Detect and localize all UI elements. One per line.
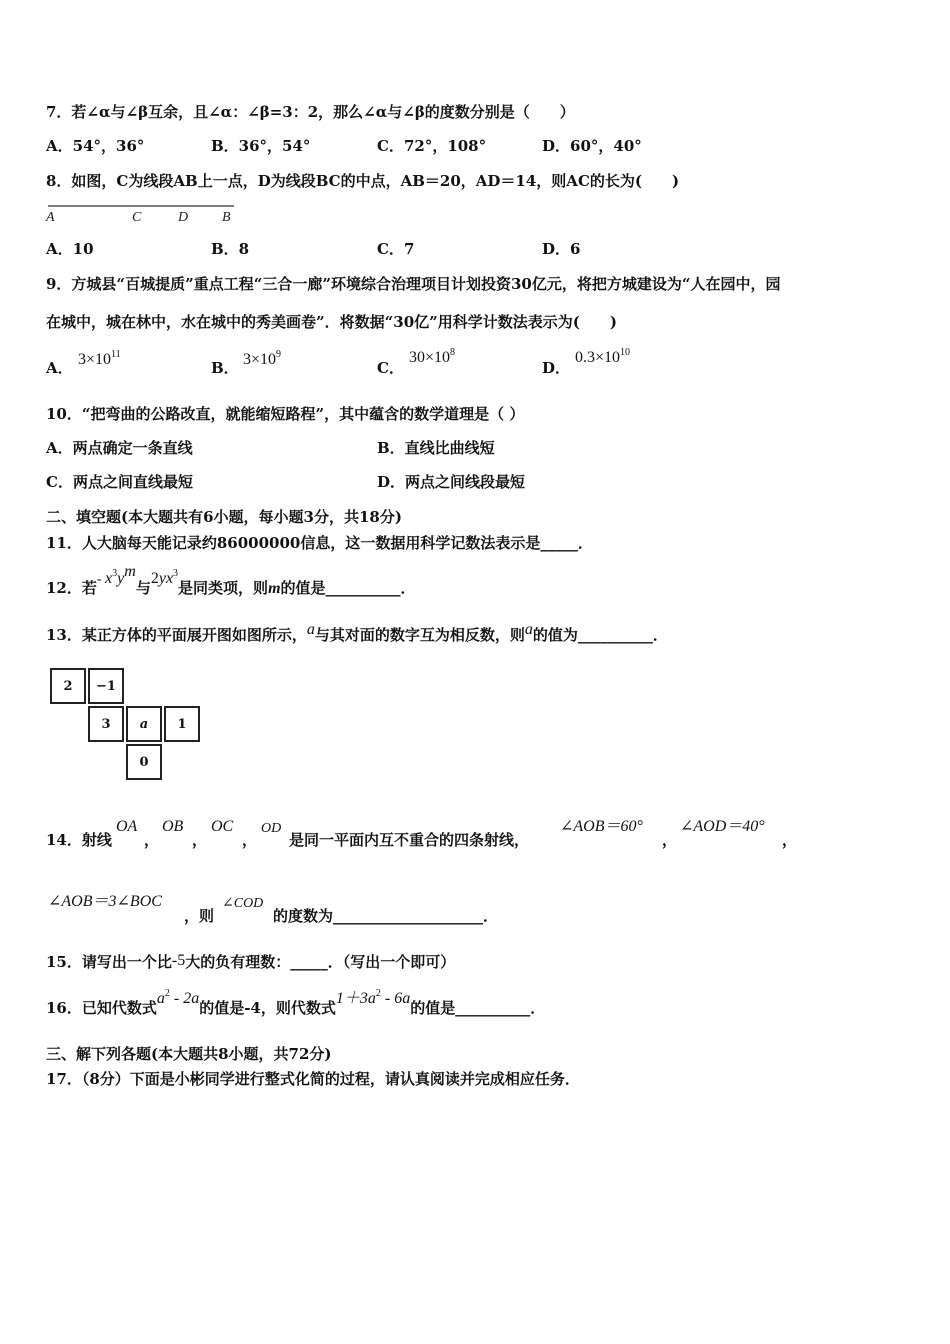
q12-suffix-a: 是同类项，则 <box>178 579 269 597</box>
q12-term2: $2yx^3$ <box>150 568 179 587</box>
q16-line <box>46 988 546 1019</box>
q14-prefix: 14．射线 <box>46 831 112 849</box>
q14-then: ，则 <box>184 907 215 925</box>
q16-mid: 的值是-4，则代数式 <box>199 999 336 1017</box>
q16-prefix: 16．已知代数式 <box>46 999 157 1017</box>
point-b-label: B <box>222 210 231 225</box>
q15-line <box>46 952 455 973</box>
q10-option-d: D．两点之间线段最短 <box>377 473 526 491</box>
q12-var-m: m <box>268 580 281 597</box>
q8-option-b: B．8 <box>211 240 250 258</box>
net-cell-3: 3 <box>88 706 124 742</box>
q14-ray-ob: OB <box>162 818 184 835</box>
q8-stem: 8．如图，C为线段AB上一点，D为线段BC的中点，AB＝20，AD＝14，则AC的长为( ) <box>46 172 680 190</box>
q16-expr2: $1+3a^2 - 6a$ <box>335 988 411 1007</box>
q14-angle-cod: ∠COD <box>222 896 264 911</box>
q10-option-b: B．直线比曲线短 <box>377 439 495 457</box>
net-cell-2: 2 <box>50 668 86 704</box>
q8-option-c: C．7 <box>377 240 415 258</box>
q14-angle-aod: ∠AOD＝40° <box>680 818 765 835</box>
q14-comma-2: ， <box>192 831 208 849</box>
q7-option-b: B．36°，54° <box>211 137 311 155</box>
q12-term1: - $x^3y^m$ <box>96 563 136 587</box>
q10-option-c: C．两点之间直线最短 <box>46 473 193 491</box>
q13-var-a-2: a <box>524 621 533 638</box>
q12-suffix-b: 的值是__________． <box>280 579 416 597</box>
q9-option-d-label: D． <box>542 359 571 377</box>
point-d-label: D <box>178 210 189 225</box>
q14-ray-oc: OC <box>211 818 234 835</box>
q14-angle-aob: ∠AOB＝60° <box>560 818 643 835</box>
q7-option-c: C．72°，108° <box>377 137 487 155</box>
q9-stem-line2: 在城中，城在林中，水在城中的秀美画卷”．将数据“30亿”用科学计数法表示为( ) <box>46 313 617 331</box>
q14-comma-1: ， <box>144 831 160 849</box>
q9-option-c-label: C． <box>377 359 404 377</box>
q13-var-a: a <box>306 621 315 638</box>
q12-prefix: 12．若 <box>46 579 97 597</box>
q14-ray-oa: OA <box>116 818 138 835</box>
q9-option-d-value: $0.3\times 10^{10}$ <box>575 347 631 366</box>
point-c-label: C <box>132 210 142 225</box>
q17-text: 17．（8分）下面是小彬同学进行整式化简的过程，请认真阅读并完成相应任务． <box>46 1070 580 1088</box>
q8-option-a: A．10 <box>46 240 94 258</box>
q9-option-a-value: $3\times 10^{11}$ <box>78 349 121 368</box>
net-cell-1: 1 <box>164 706 200 742</box>
q7-stem: 7．若∠α与∠β互余，且∠α：∠β=3：2，那么∠α与∠β的度数分别是（ ） <box>46 103 575 121</box>
q13-mid: 与其对面的数字互为相反数，则 <box>314 626 525 644</box>
q10-option-a: A．两点确定一条直线 <box>46 439 193 457</box>
line-segment-diagram <box>44 200 244 226</box>
q9-option-b-label: B． <box>211 359 239 377</box>
q14-ray-od: OD <box>261 821 282 836</box>
q10-stem: 10．“把弯曲的公路改直，就能缩短路程”，其中蕴含的数学道理是（ ） <box>46 405 525 423</box>
q9-option-b-value: $3\times 10^9$ <box>243 349 282 368</box>
q9-option-a-label: A． <box>46 359 73 377</box>
q14-angle-aob-boc: ∠AOB＝3∠BOC <box>48 893 162 910</box>
q16-suffix: 的值是__________． <box>410 999 546 1017</box>
q14-mid: 是同一平面内互不重合的四条射线， <box>289 831 530 849</box>
point-a-label: A <box>46 210 55 225</box>
q14-comma-3: ， <box>242 831 258 849</box>
q7-option-a: A．54°，36° <box>46 137 145 155</box>
section2-heading: 二、填空题(本大题共有6小题，每小题3分，共18分) <box>46 508 402 526</box>
q15-value: -5 <box>171 952 186 969</box>
q12-mid: 与 <box>135 579 151 597</box>
net-cell-a: a <box>126 706 162 742</box>
q13-prefix: 13．某正方体的平面展开图如图所示， <box>46 626 307 644</box>
q16-expr1: $a^2 - 2a$ <box>156 988 200 1007</box>
q9-option-c-value: $30\times 10^8$ <box>409 347 456 366</box>
q14-comma-4: ， <box>662 831 678 849</box>
q11-text: 11．人大脑每天能记录约86000000信息，这一数据用科学记数法表示是_____． <box>46 534 593 552</box>
q14-comma-5: ， <box>782 831 798 849</box>
net-cell-0: 0 <box>126 744 162 780</box>
q7-option-d: D．60°，40° <box>542 137 642 155</box>
q14-suffix: 的度数为____________________． <box>273 907 499 925</box>
q13-line <box>46 621 668 646</box>
q13-suffix: 的值为__________． <box>532 626 668 644</box>
q15-prefix: 15．请写出一个比 <box>46 953 172 971</box>
q15-suffix: 大的负有理数：_____．（写出一个即可） <box>185 953 456 971</box>
q8-option-d: D．6 <box>542 240 581 258</box>
section3-heading: 三、解下列各题(本大题共8小题，共72分) <box>46 1045 332 1063</box>
q12-line <box>46 563 416 600</box>
q9-stem-line1: 9．方城县“百城提质”重点工程“三合一廊”环境综合治理项目计划投资30亿元，将把方城建设为“人在园中，园 <box>46 275 781 293</box>
net-cell-minus1: −1 <box>88 668 124 704</box>
